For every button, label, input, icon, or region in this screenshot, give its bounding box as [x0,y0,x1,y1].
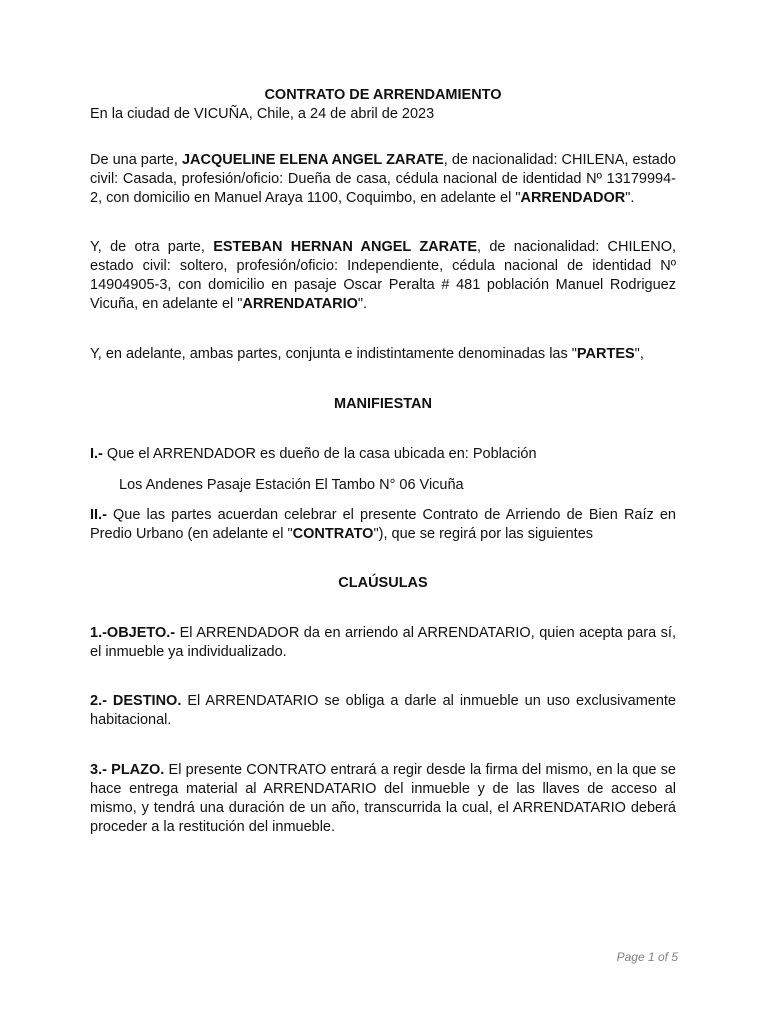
clause-2 [90,692,676,730]
date-line: En la ciudad de VICUÑA, Chile, a 24 de abril de 2023 [90,106,435,122]
item1-text: Que el ARRENDADOR es dueño de la casa ubicada en: Población [102,446,537,462]
parties-term: PARTES [576,346,635,362]
document-body [90,86,676,837]
party1-role: ARRENDADOR [520,190,626,206]
item1-label: I.- [90,446,103,462]
clause1-label: 1.-OBJETO.- [90,625,176,641]
party1-suffix: ". [625,190,635,206]
clause-3 [90,761,676,837]
party2-name: ESTEBAN HERNAN ANGEL ZARATE [213,239,478,255]
parties-prefix: Y, en adelante, ambas partes, conjunta e indistintamente denominadas las " [90,346,577,362]
party1-paragraph [90,151,676,208]
clausulas-heading: CLAÚSULAS [338,575,428,591]
item2-label: II.- [90,507,107,523]
clause3-label: 3.- PLAZO. [90,762,165,778]
item2-text: Que las partes acuerdan celebrar el presente Contrato de Arriendo de Bien Raíz en Predio Urbano (en adelante el " [90,507,676,542]
clause2-text: El ARRENDATARIO se obliga a darle al inmueble un uso exclusivamente habitacional. [90,693,676,728]
document-title: CONTRATO DE ARRENDAMIENTO [264,87,502,103]
page-number: Page 1 of 5 [616,950,678,964]
clause2-label: 2.- DESTINO. [90,693,182,709]
clause3-text: El presente CONTRATO entrará a regir desde la firma del mismo, en la que se hace entrega material al ARRENDATARIO del inmueble y de las llaves de acceso al mismo, y tendrá una duración de un año, transcurrida la cual, el ARRENDATARIO deberá proceder a la restitución del inmueble. [90,762,676,835]
parties-suffix: ", [634,346,644,362]
party1-details: , de nacionalidad: CHILENA, estado civil: Casada, profesión/oficio: Dueña de casa, cédula nacional de identidad Nº 13179994-2, con domicilio en Manuel Araya 1100, Coquimbo, en adelante el " [90,152,676,206]
party2-details: , de nacionalidad: CHILENO, estado civil: soltero, profesión/oficio: Independiente, cédula nacional de identidad Nº 14904905-3, con domicilio en pasaje Oscar Peralta # 481 población Manuel Rodriguez Vicuña, en adelante el " [90,239,677,312]
item2-term: CONTRATO [292,526,374,542]
manifiestan-item-1-continuation: Los Andenes Pasaje Estación El Tambo N° 06 Vicuña [119,477,464,493]
party1-prefix: De una parte, [90,152,182,168]
party2-suffix: ". [357,296,368,312]
manifiestan-item-2 [90,506,676,544]
clause1-text: El ARRENDADOR da en arriendo al ARRENDATARIO, quien acepta para sí, el inmueble ya individualizado. [90,625,676,660]
parties-paragraph [90,345,676,364]
party1-name: JACQUELINE ELENA ANGEL ZARATE [181,152,444,168]
manifiestan-item-1 [90,445,676,464]
manifiestan-heading: MANIFIESTAN [333,396,432,412]
party2-prefix: Y, de otra parte, [90,239,214,255]
clause-1 [90,624,676,662]
party2-paragraph [90,238,676,314]
party2-role: ARRENDATARIO [242,296,358,312]
item2-suffix: "), que se regirá por las siguientes [373,526,594,542]
